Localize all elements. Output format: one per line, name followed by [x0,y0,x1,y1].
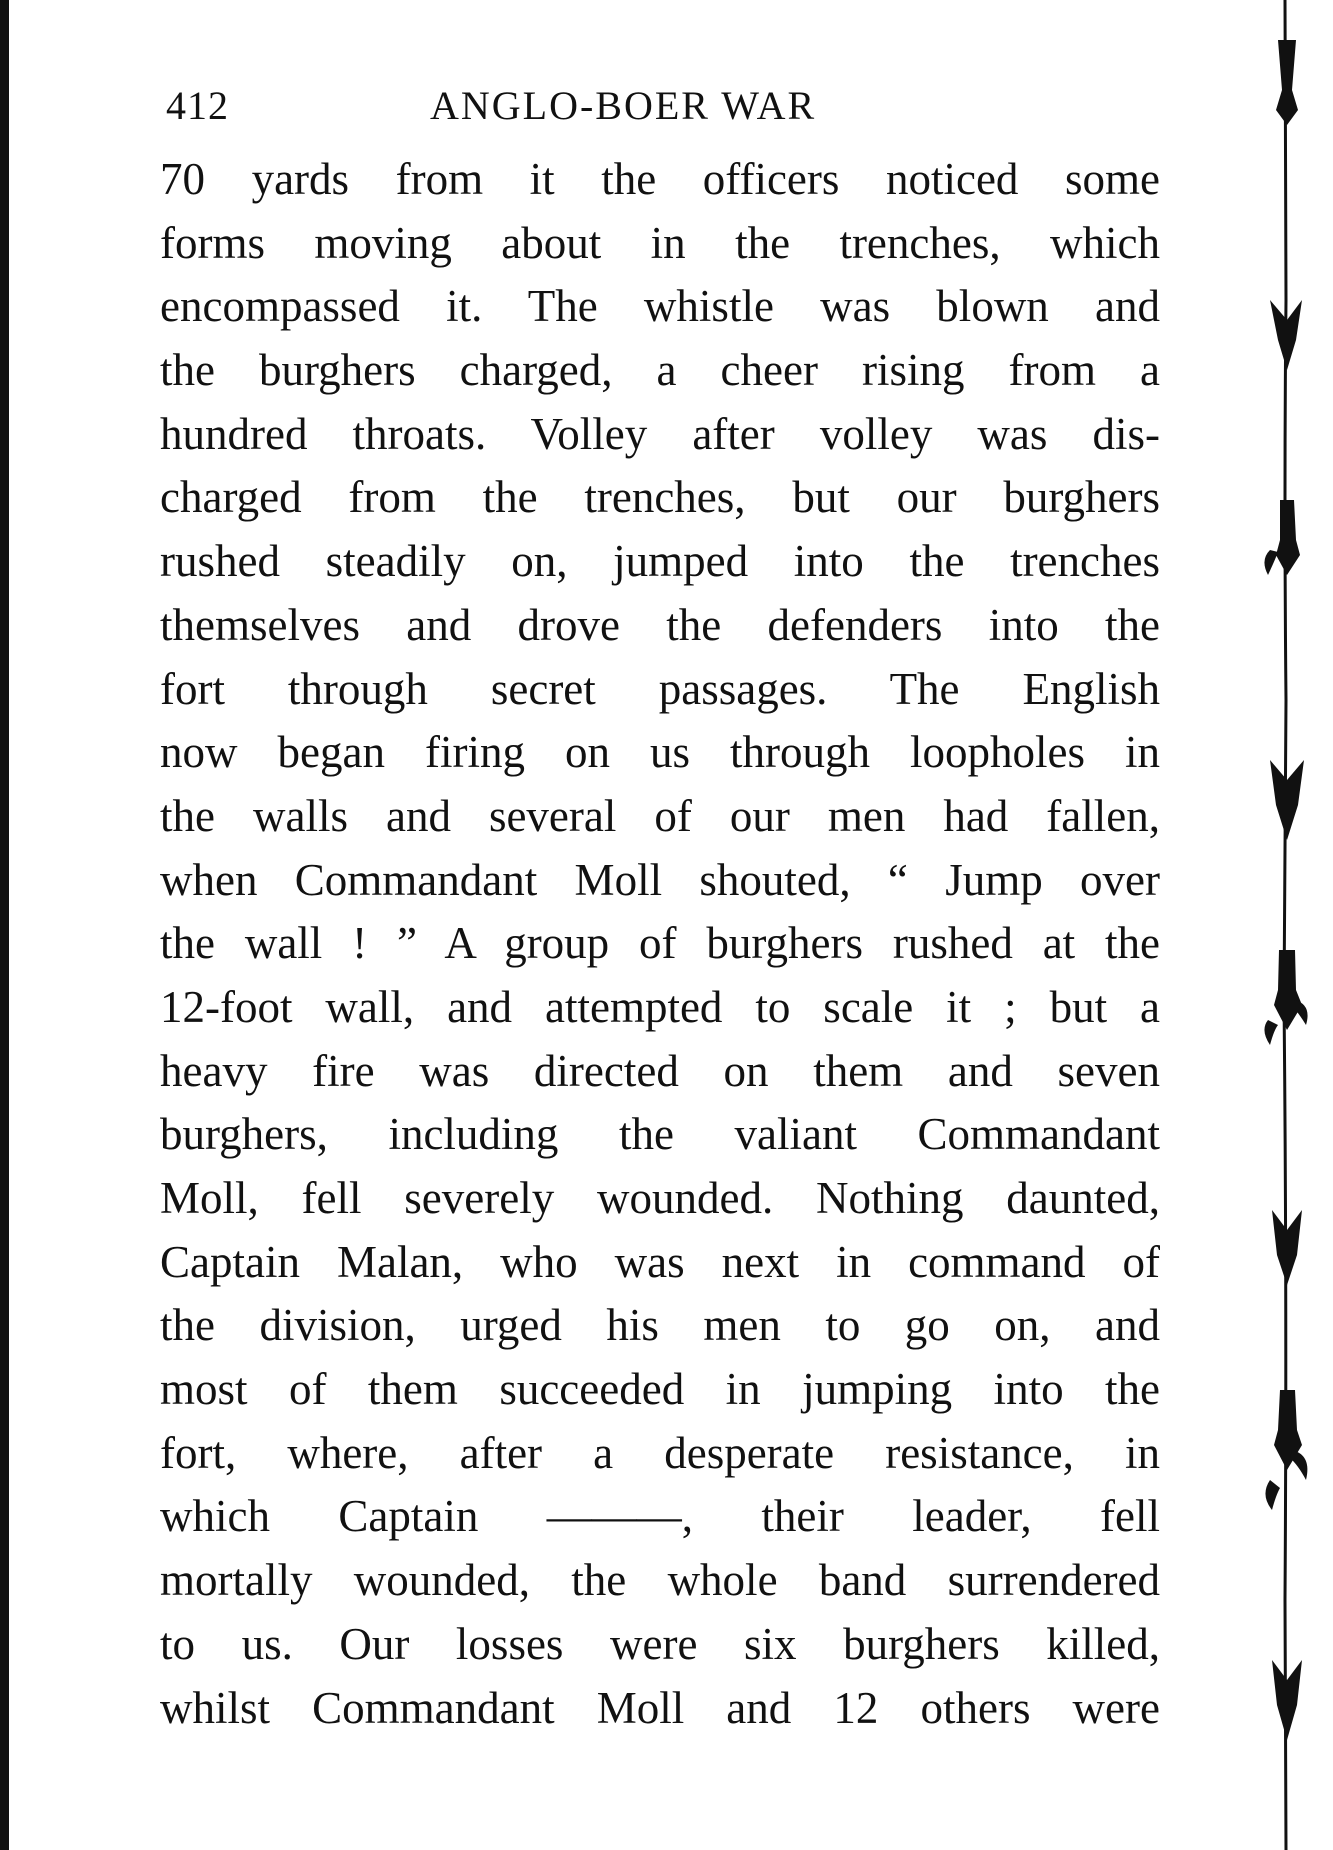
text-line: to us. Our losses were six burghers killed, [160,1618,1160,1669]
text-line: encompassed it. The whistle was blown and [160,281,1160,332]
page-number: 412 [166,83,229,128]
text-line: most of them succeeded in jumping into the [160,1364,1160,1415]
text-line: fort, where, after a desperate resistance, in [160,1427,1160,1478]
text-line: forms moving about in the trenches, which [160,217,1160,268]
text-line: fort through secret passages. The English [160,663,1160,714]
text-line: Moll, fell severely wounded. Nothing daunted, [160,1173,1160,1223]
text-line: Captain Malan, who was next in command of [160,1236,1160,1287]
text-line: which Captain ———, their leader, fell [160,1491,1160,1542]
text-line: the wall ! ” A group of burghers rushed at the [160,918,1160,969]
text-line: when Commandant Moll shouted, “ Jump over [160,854,1160,905]
text-line: themselves and drove the defenders into the [160,599,1160,650]
text-line: rushed steadily on, jumped into the trenches [160,536,1160,587]
body-text [160,148,1160,1740]
text-line: mortally wounded, the whole band surrendered [160,1555,1160,1606]
text-line: 70 yards from it the officers noticed some [160,154,1160,204]
decorative-vine-border [1240,0,1333,1850]
text-line: whilst Commandant Moll and 12 others were [160,1682,1160,1733]
text-line: the division, urged his men to go on, and [160,1300,1160,1351]
text-line: the walls and several of our men had fallen, [160,790,1160,841]
text-line: charged from the trenches, but our burghers [160,472,1160,523]
text-line: burghers, including the valiant Commandant [160,1109,1160,1160]
text-line: now began firing on us through loopholes in [160,727,1160,778]
binding-edge [0,0,9,1850]
text-line: 12-foot wall, and attempted to scale it ; but a [160,981,1160,1032]
text-line: heavy fire was directed on them and seven [160,1045,1160,1096]
text-line: the burghers charged, a cheer rising from a [160,345,1160,396]
running-head: ANGLO-BOER WAR [430,83,817,128]
text-line: hundred throats. Volley after volley was dis- [160,408,1160,459]
